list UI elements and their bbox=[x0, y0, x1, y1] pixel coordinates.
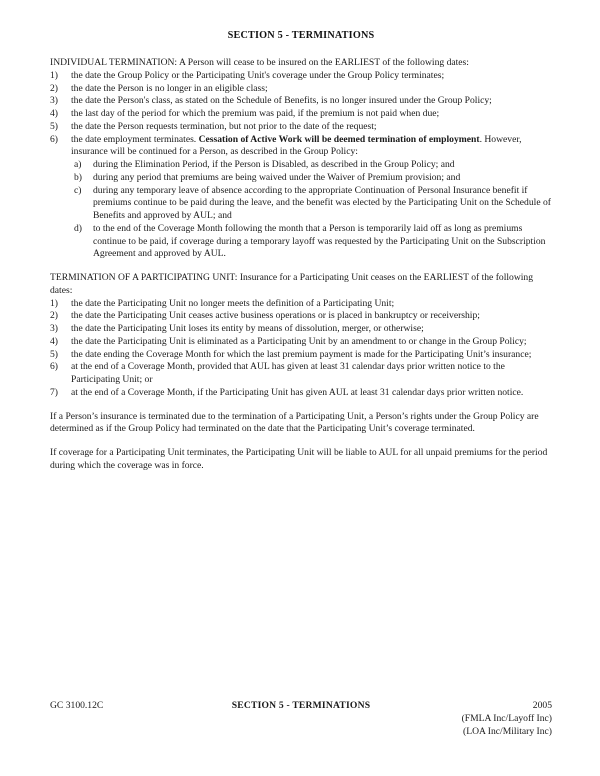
list-marker: d) bbox=[74, 222, 82, 234]
page-footer bbox=[50, 700, 552, 738]
participating-unit-termination-intro: TERMINATION OF A PARTICIPATING UNIT: Insurance for a Participating Unit ceases on the EARLIEST of the following dates: bbox=[50, 272, 534, 296]
list-marker: 6) bbox=[50, 361, 58, 373]
list-marker: 1) bbox=[50, 69, 58, 81]
list-marker: 3) bbox=[50, 323, 58, 334]
list-item-text: at the end of a Coverage Month, provided that AUL has given at least 31 calendar days prior written notice to the Participating Unit; or bbox=[71, 361, 505, 385]
footer-note-loa: (LOA Inc/Military Inc) bbox=[463, 725, 552, 737]
list-item bbox=[50, 361, 552, 387]
list-marker: 4) bbox=[50, 335, 58, 347]
list-marker: 4) bbox=[50, 108, 58, 119]
list-item bbox=[50, 83, 552, 96]
page-content bbox=[50, 30, 552, 473]
footer-main-row bbox=[50, 700, 552, 713]
list-item-text: the date the Participating Unit ceases active business operations or is placed in bankruptcy or receivership; bbox=[71, 310, 480, 322]
list-marker: 7) bbox=[50, 386, 58, 398]
list-item bbox=[50, 323, 552, 336]
list-item bbox=[74, 185, 552, 223]
footer-year: 2005 bbox=[532, 700, 552, 711]
footer-note-fmla: (FMLA Inc/Layoff Inc) bbox=[461, 712, 552, 724]
list-item bbox=[50, 298, 552, 311]
list-marker: 5) bbox=[50, 120, 58, 132]
list-marker: c) bbox=[74, 184, 82, 196]
list-item bbox=[50, 70, 552, 83]
individual-termination-list bbox=[50, 70, 552, 261]
list-item-text: the date the Group Policy or the Participating Unit's coverage under the Group Policy terminates; bbox=[71, 69, 445, 81]
list-item bbox=[50, 336, 552, 349]
list-item bbox=[74, 159, 552, 172]
list-item-text: the date the Participating Unit no longer meets the definition of a Participating Unit; bbox=[71, 297, 395, 309]
list-item bbox=[50, 108, 552, 121]
footer-form-number: GC 3100.12C bbox=[50, 700, 104, 711]
list-item-text: the date the Person is no longer in an eligible class; bbox=[71, 82, 268, 94]
list-item bbox=[50, 387, 552, 400]
list-item-text: the date the Participating Unit is eliminated as a Participating Unit by an amendment to or change in the Group Policy; bbox=[71, 335, 527, 347]
list-item-text: the date the Person requests termination, but not prior to the date of the request; bbox=[71, 120, 377, 132]
list-item-text-lead: the date employment terminates. bbox=[71, 133, 199, 145]
list-item bbox=[50, 95, 552, 108]
list-marker: 5) bbox=[50, 348, 58, 360]
closing-paragraph: If a Person’s insurance is terminated due to the termination of a Participating Unit, a Person’s rights under the Group Policy are determined as if the Group Policy had terminated on the date that the Participating Unit’s coverage terminated. bbox=[50, 410, 539, 435]
list-item-text: the last day of the period for which the premium was paid, if the premium is not paid when due; bbox=[71, 108, 440, 119]
list-item bbox=[50, 121, 552, 134]
list-item-text: the date the Person's class, as stated on the Schedule of Benefits, is no longer insured under the Group Policy; bbox=[71, 95, 492, 107]
list-item bbox=[74, 223, 552, 261]
list-item-text-tail: . However, insurance will be continued for a Person, as described in the Group Policy: bbox=[71, 133, 522, 158]
individual-termination-intro: INDIVIDUAL TERMINATION: A Person will cease to be insured on the EARLIEST of the following dates: bbox=[50, 57, 469, 68]
list-item-text: to the end of the Coverage Month following the month that a Person is temporarily laid off as long as premiums continue to be paid, if coverage during a temporary layoff was requested by the Participating Unit on the Subscription Agreement and approved by AUL. bbox=[93, 222, 546, 260]
list-marker: 6) bbox=[50, 133, 58, 145]
page-title: SECTION 5 - TERMINATIONS bbox=[227, 30, 375, 41]
list-marker: 2) bbox=[50, 310, 58, 322]
list-marker: b) bbox=[74, 171, 82, 183]
list-item-text: during any temporary leave of absence according to the appropriate Continuation of Personal Insurance benefit if premiums continue to be paid during the leave, and the benefit was elected by the Participating Unit on the Schedule of Benefits and approved by AUL; and bbox=[93, 184, 551, 221]
individual-termination-sublist bbox=[50, 159, 552, 261]
list-item-text: the date ending the Coverage Month for which the last premium payment is made for the Participating Unit’s insurance; bbox=[71, 348, 532, 360]
list-item-text: during any period that premiums are being waived under the Waiver of Premium provision; and bbox=[93, 171, 461, 183]
list-item bbox=[50, 310, 552, 323]
participating-unit-termination-list bbox=[50, 298, 552, 400]
list-item bbox=[50, 349, 552, 362]
list-item-text bbox=[71, 134, 552, 160]
list-marker: a) bbox=[74, 159, 82, 170]
list-marker: 1) bbox=[50, 297, 58, 309]
footer-section-title: SECTION 5 - TERMINATIONS bbox=[231, 700, 371, 711]
emphasized-clause: Cessation of Active Work will be deemed termination of employment bbox=[198, 133, 480, 145]
list-item-text: at the end of a Coverage Month, if the Participating Unit has given AUL at least 31 calendar days prior written notice. bbox=[71, 386, 524, 398]
list-item-text: the date the Participating Unit loses its entity by means of dissolution, merger, or otherwise; bbox=[71, 323, 424, 334]
list-item-text: during the Elimination Period, if the Person is Disabled, as described in the Group Policy; and bbox=[93, 159, 455, 170]
closing-paragraph: If coverage for a Participating Unit terminates, the Participating Unit will be liable to AUL for all unpaid premiums for the period during which the coverage was in force. bbox=[50, 447, 548, 471]
list-item bbox=[74, 172, 552, 185]
list-marker: 2) bbox=[50, 82, 58, 94]
list-item bbox=[50, 134, 552, 160]
list-marker: 3) bbox=[50, 95, 58, 107]
